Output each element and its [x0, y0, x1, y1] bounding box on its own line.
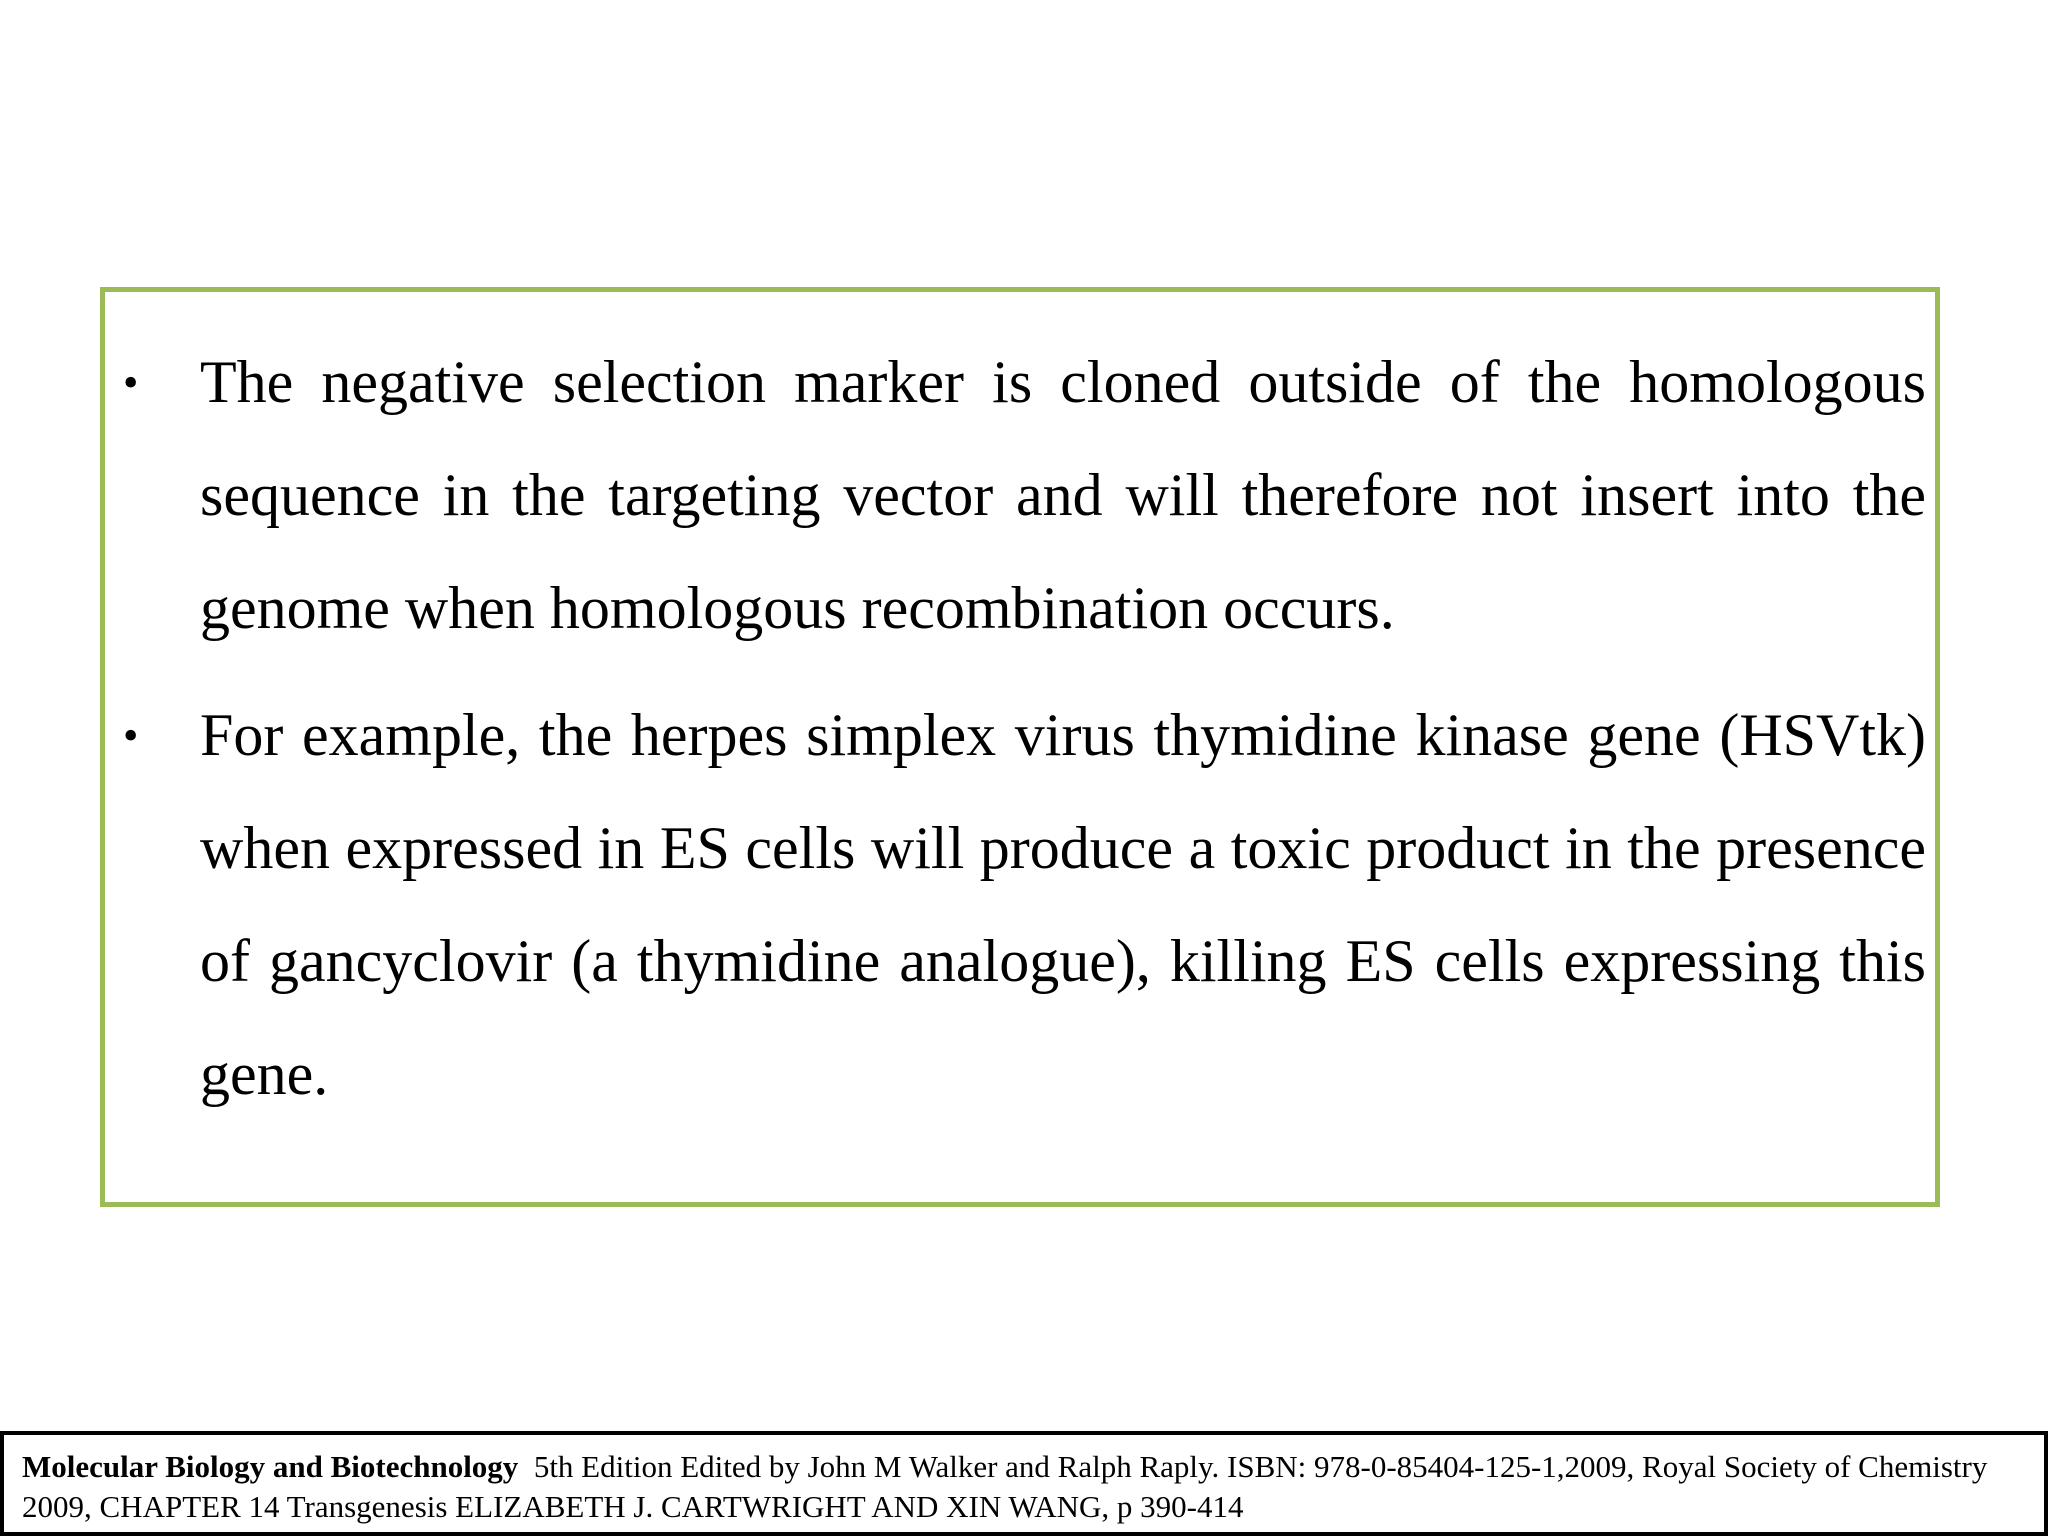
content-box [100, 287, 1940, 1207]
bullet-list [200, 326, 1926, 1145]
citation-text: 5th Edition Edited by John M Walker and Ralph Raply. ISBN: 978-0-85404-125-1,2009, Royal Society of Chemistry 2009, CHAPTER 14 Transgenesis ELIZABETH J. CARTWRIGHT AND XIN WANG, p 390-414 [22, 1449, 1996, 1524]
bullet-item: • For example, the herpes simplex virus thymidine kinase gene (HSVtk) when expressed in ES cells will produce a toxic product in the presence of gancyclovir (a thymidine analogue), killing ES cells expressing this gene. [200, 679, 1926, 1131]
bullet-item: • The negative selection marker is cloned outside of the homologous sequence in the targeting vector and will therefore not insert into the genome when homologous recombination occurs. [200, 326, 1926, 665]
citation-footer [0, 1431, 2048, 1536]
book-title: Molecular Biology and Biotechnology [22, 1449, 519, 1484]
